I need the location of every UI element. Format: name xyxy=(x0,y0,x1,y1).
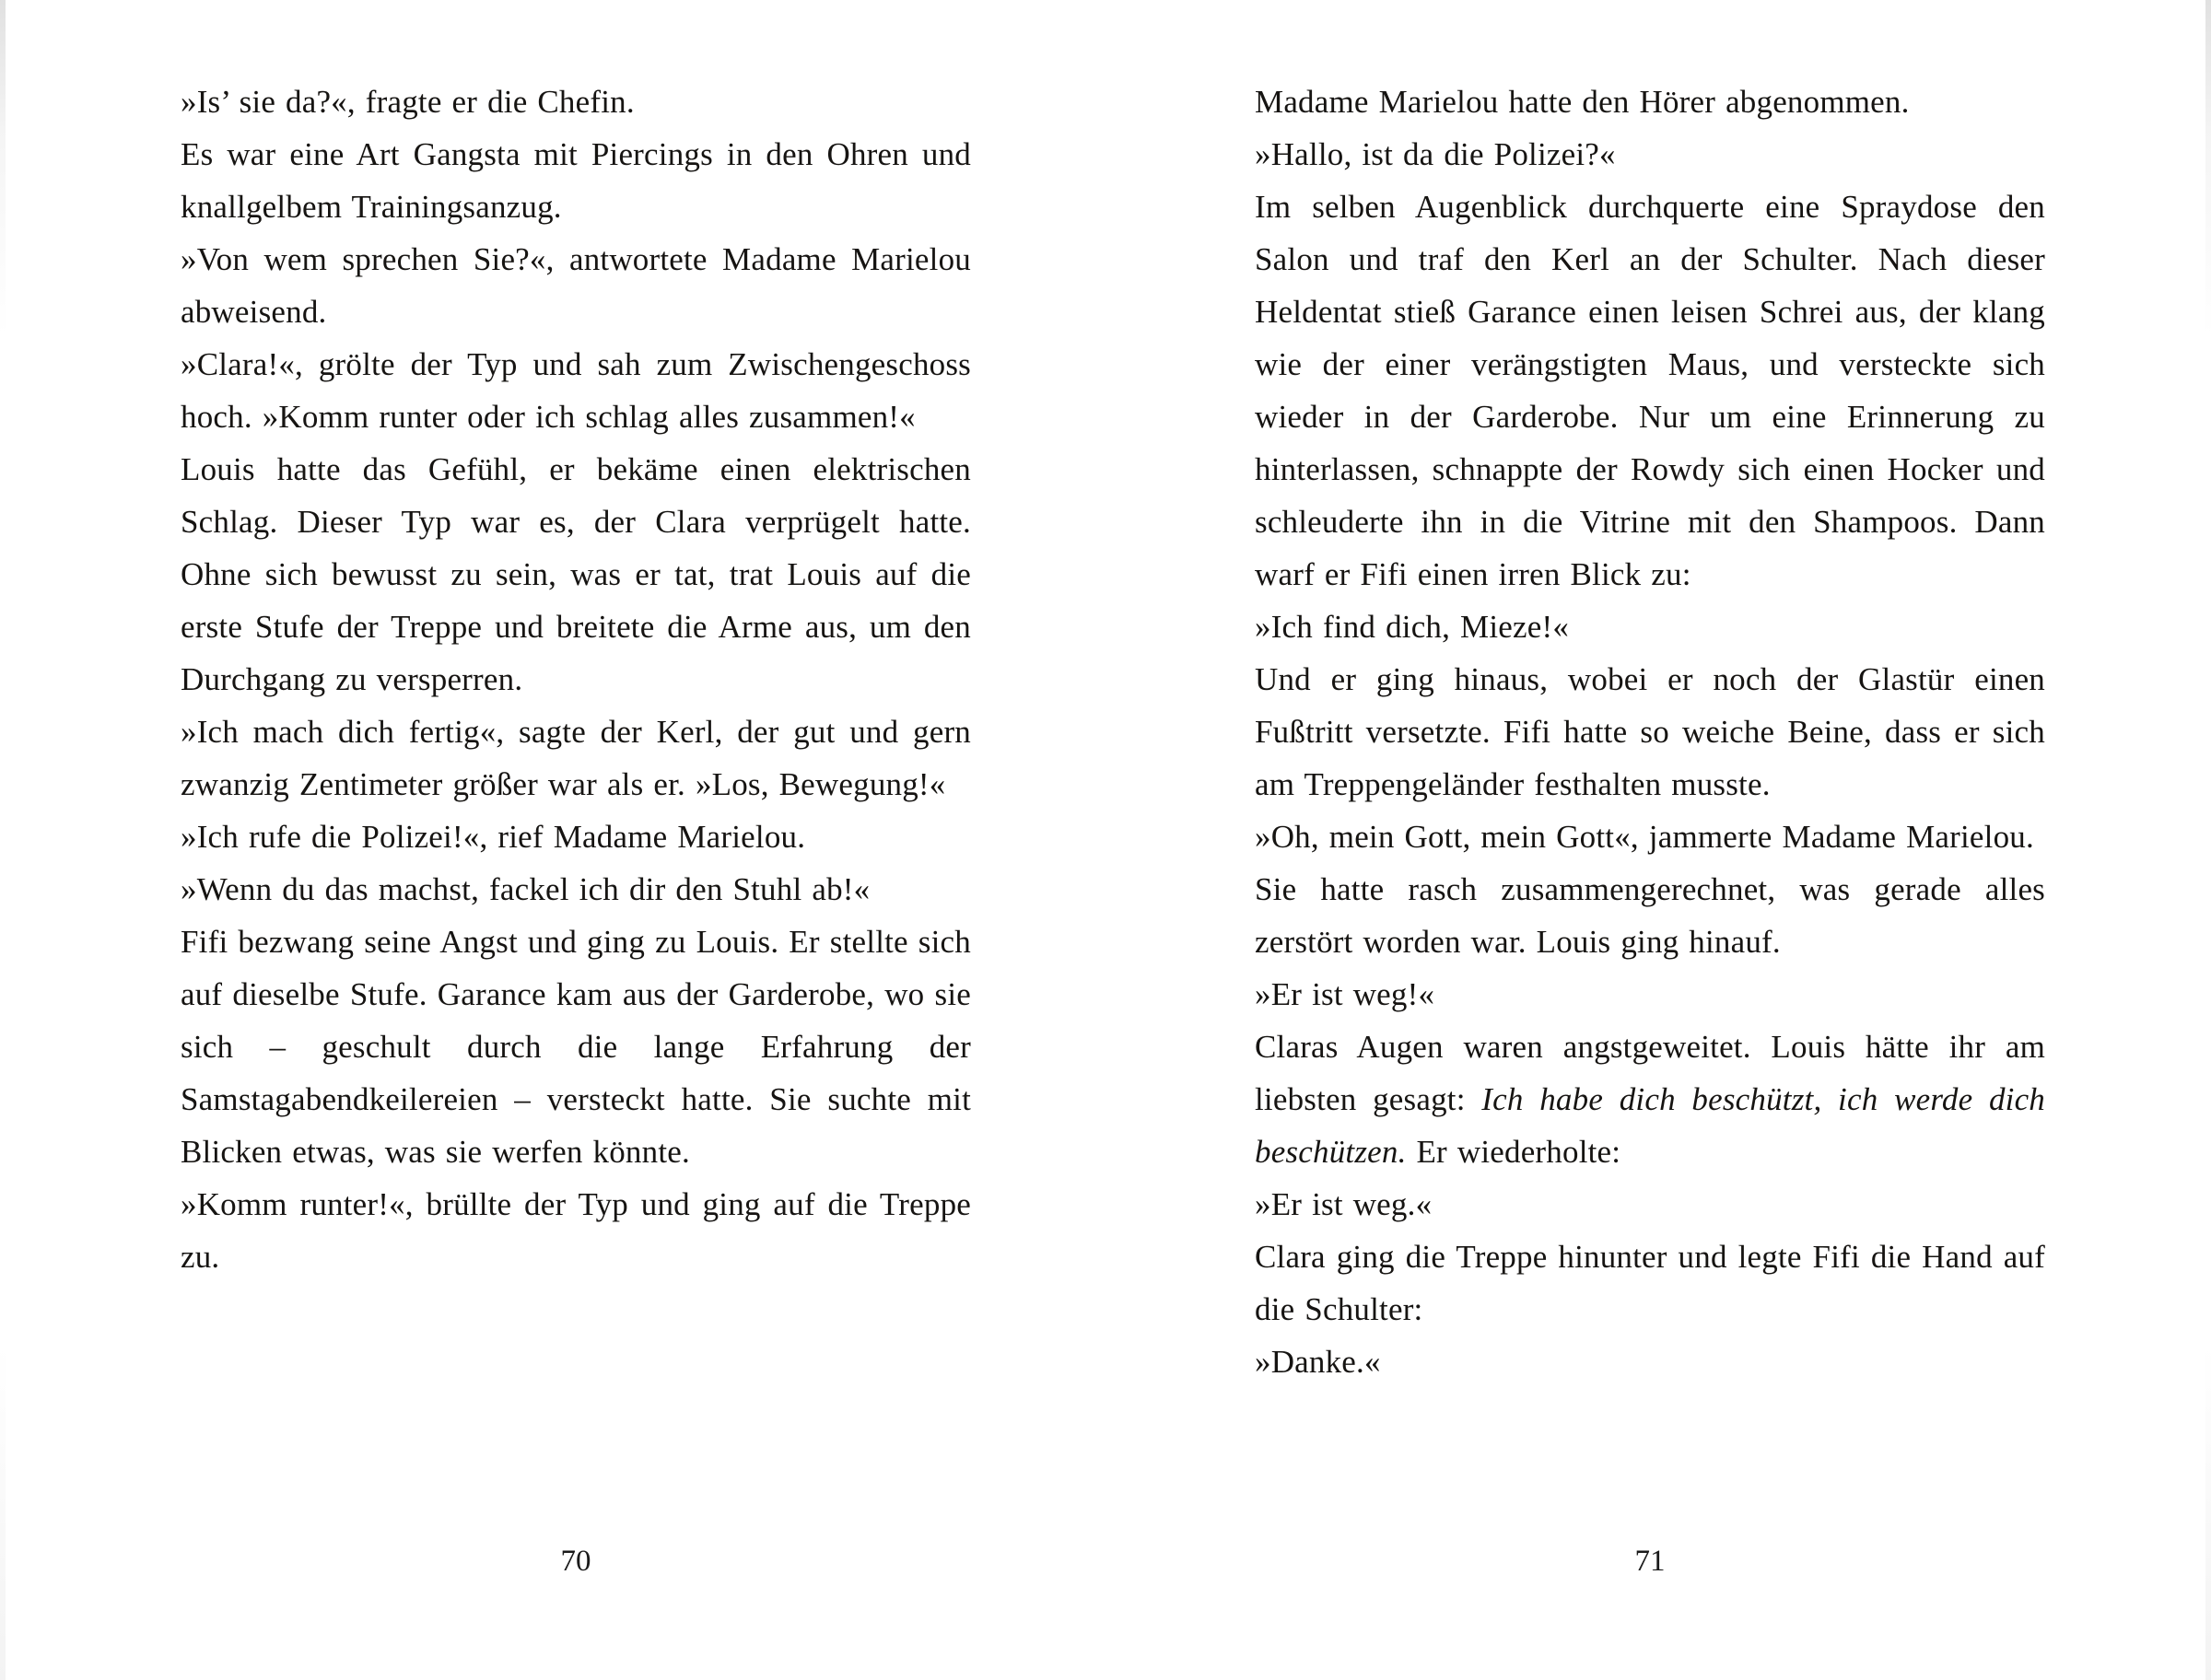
paragraph xyxy=(1255,1231,2045,1336)
paragraph xyxy=(1255,653,2045,811)
paragraph xyxy=(1255,1336,2045,1388)
paragraph xyxy=(1255,1021,2045,1178)
text-segment: Clara ging die Treppe hinunter und legte Fifi die Hand auf die Schulter: xyxy=(1255,1239,2045,1327)
italic-text-segment: Ich habe dich beschützt, ich werde dich beschützen. xyxy=(1255,1081,2046,1170)
text-segment: Er wiederholte: xyxy=(1406,1134,1621,1170)
text-segment: »Oh, mein Gott, mein Gott«, jammerte Madame Marielou. xyxy=(1255,819,2034,855)
text-column-left xyxy=(181,76,971,1283)
text-segment: »Wenn du das machst, fackel ich dir den Stuhl ab!« xyxy=(181,871,871,907)
text-column-right xyxy=(1255,76,2045,1388)
paragraph xyxy=(181,706,971,811)
text-segment: »Hallo, ist da die Polizei?« xyxy=(1255,136,1616,172)
paragraph xyxy=(1255,76,2045,128)
text-segment: »Er ist weg.« xyxy=(1255,1186,1433,1222)
text-segment: »Er ist weg!« xyxy=(1255,976,1435,1012)
text-segment: »Von wem sprechen Sie?«, antwortete Madame Marielou abweisend. xyxy=(181,241,971,330)
paragraph xyxy=(181,128,971,233)
paragraph xyxy=(181,916,971,1178)
paragraph xyxy=(1255,811,2045,863)
paragraph xyxy=(1255,1178,2045,1231)
text-segment: Madame Marielou hatte den Hörer abgenommen. xyxy=(1255,84,1910,120)
text-segment: Im selben Augenblick durchquerte eine Spraydose den Salon und traf den Kerl an der Schulter. Nach dieser Heldentat stieß Garance einen leisen Schrei aus, der klang wie der einer verängstigten Maus, und versteckte sich wieder in der Garderobe. Nur um eine Erinnerung zu hinterlassen, schnappte der Rowdy sich einen Hocker und schleuderte ihn in die Vitrine mit den Shampoos. Dann warf er Fifi einen irren Blick zu: xyxy=(1255,189,2045,592)
text-segment: »Komm runter!«, brüllte der Typ und ging auf die Treppe zu. xyxy=(181,1186,971,1275)
text-segment: »Clara!«, grölte der Typ und sah zum Zwischengeschoss hoch. »Komm runter oder ich schlag alles zusammen!« xyxy=(181,346,971,435)
paragraph xyxy=(181,811,971,863)
paragraph xyxy=(181,233,971,338)
text-segment: Es war eine Art Gangsta mit Piercings in den Ohren und knallgelbem Trainingsanzug. xyxy=(181,136,971,225)
text-segment: Fifi bezwang seine Angst und ging zu Louis. Er stellte sich auf dieselbe Stufe. Garance kam aus der Garderobe, wo sie sich – geschult durch die lange Erfahrung der Samstagabendkeilereien – versteckt hatte. Sie suchte mit Blicken etwas, was sie werfen könnte. xyxy=(181,924,971,1170)
page-number-right: 71 xyxy=(1634,1545,1666,1578)
page-number-left: 70 xyxy=(560,1545,591,1578)
paragraph xyxy=(1255,968,2045,1021)
paragraph xyxy=(1255,863,2045,968)
paragraph xyxy=(1255,181,2045,601)
text-segment: »Ich rufe die Polizei!«, rief Madame Marielou. xyxy=(181,819,806,855)
text-segment: Louis hatte das Gefühl, er bekäme einen elektrischen Schlag. Dieser Typ war es, der Clara verprügelt hatte. Ohne sich bewusst zu sein, was er tat, trat Louis auf die erste Stufe der Treppe und breitete die Arme aus, um den Durchgang zu versperren. xyxy=(181,451,971,697)
paragraph xyxy=(1255,128,2045,181)
text-segment: Und er ging hinaus, wobei er noch der Glastür einen Fußtritt versetzte. Fifi hatte so weiche Beine, dass er sich am Treppengeländer festhalten musste. xyxy=(1255,661,2045,802)
text-segment: »Ich find dich, Mieze!« xyxy=(1255,609,1570,645)
text-segment: Sie hatte rasch zusammengerechnet, was gerade alles zerstört worden war. Louis ging hinauf. xyxy=(1255,871,2045,960)
paragraph xyxy=(181,1178,971,1283)
paragraph xyxy=(181,443,971,706)
text-segment: »Is’ sie da?«, fragte er die Chefin. xyxy=(181,84,635,120)
text-segment: »Danke.« xyxy=(1255,1344,1381,1380)
page-right xyxy=(1106,0,2211,1680)
paragraph xyxy=(181,338,971,443)
text-segment: Claras Augen waren angstgeweitet. Louis hätte ihr am liebsten gesagt: xyxy=(1255,1029,2045,1117)
paragraph xyxy=(181,76,971,128)
text-segment: »Ich mach dich fertig«, sagte der Kerl, der gut und gern zwanzig Zentimeter größer war als er. »Los, Bewegung!« xyxy=(181,714,971,802)
paragraph xyxy=(1255,601,2045,653)
paragraph xyxy=(181,863,971,916)
